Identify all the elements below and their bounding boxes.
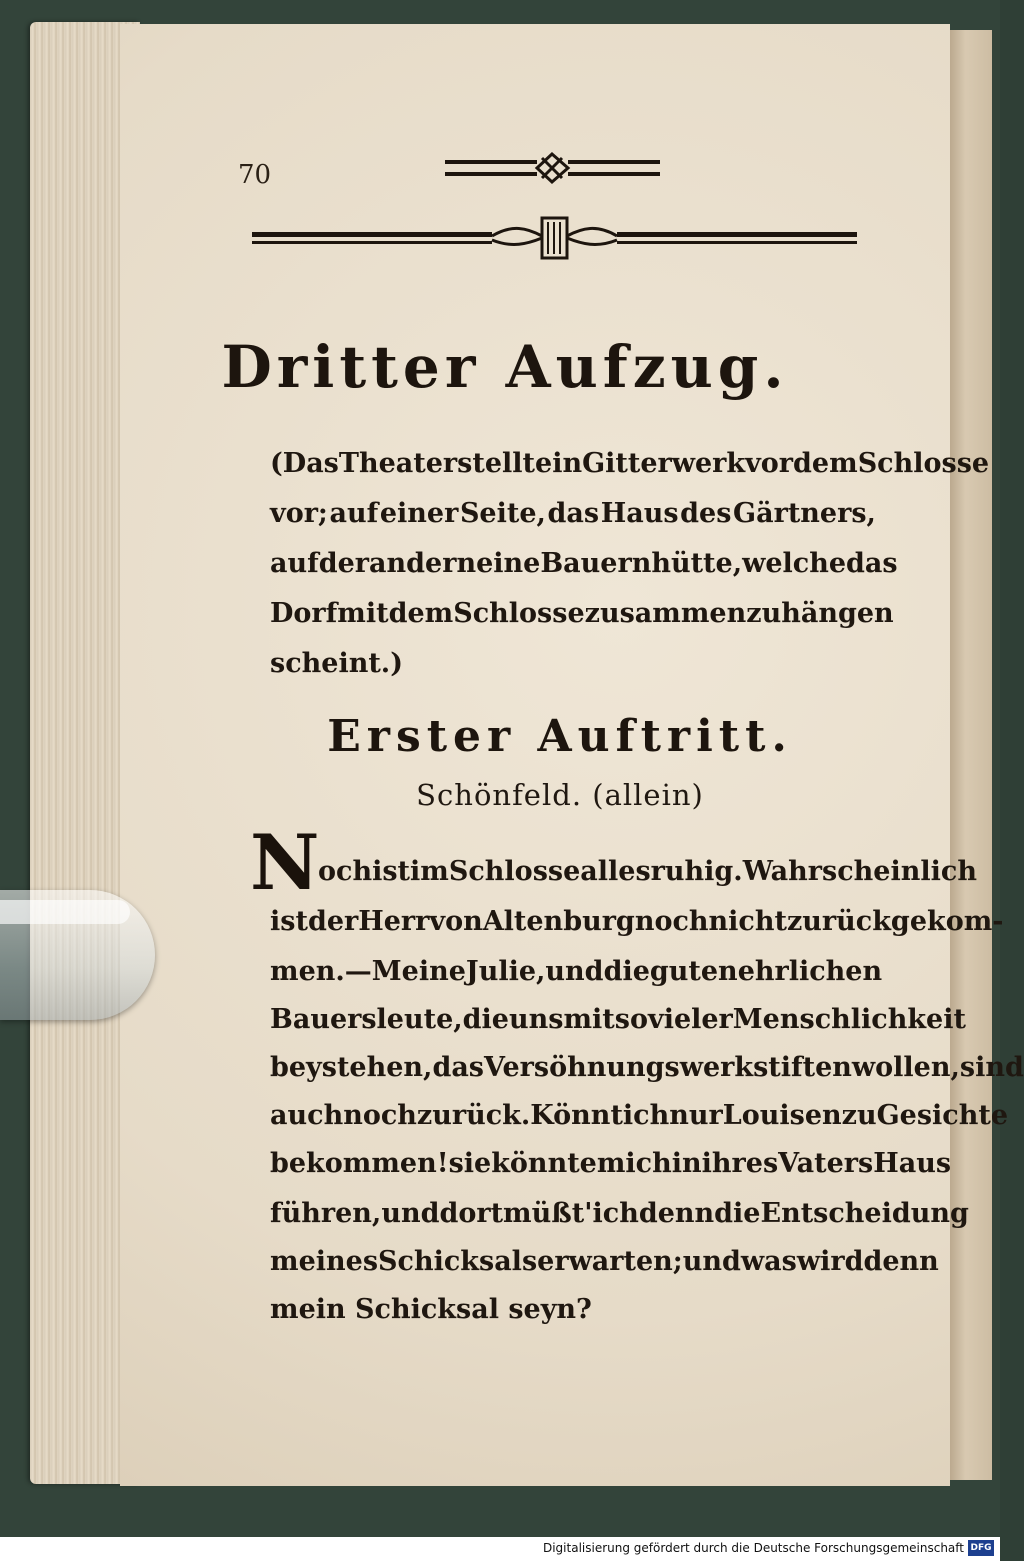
body-line: mein Schicksal seyn? <box>270 1294 592 1325</box>
body-line: Bauersleute, die uns mit so vieler Menschlichkeit <box>270 1004 966 1035</box>
page-number: 70 <box>238 160 272 190</box>
body-line: beystehen, das Versöhnungswerk stiften wollen, sind <box>270 1052 1024 1083</box>
body-line: och ist im Schlosse alles ruhig. Wahrscheinlich <box>318 856 977 887</box>
ornament-divider <box>252 214 857 262</box>
body-line: meines Schicksals erwarten; und was wird denn <box>270 1246 939 1277</box>
body-line: men. — Meine Julie, und die guten ehrlichen <box>270 956 883 987</box>
drop-cap: N <box>250 818 320 907</box>
body-line: bekommen! sie könnte mich in ihres Vaters Haus <box>270 1148 952 1179</box>
stage-direction-line: Dorf mit dem Schlosse zusammen zu hängen <box>270 598 894 629</box>
page-clip-highlight <box>0 900 130 924</box>
scene-title: Erster Auftritt. <box>327 711 793 762</box>
footer-credit: Digitalisierung gefördert durch die Deutsche Forschungsgemeinschaft <box>542 1541 964 1555</box>
body-line: ist der Herr von Altenburg noch nicht zurückgekom- <box>270 906 1004 937</box>
act-title: Dritter Aufzug. <box>221 333 789 401</box>
stage-direction-line: scheint.) <box>270 648 403 679</box>
dfg-logo: DFG <box>968 1540 994 1556</box>
stage-direction-line: auf der andern eine Bauernhütte, welche das <box>270 548 898 579</box>
ornament-top <box>445 152 660 186</box>
stage-direction-line: vor; auf einer Seite, das Haus des Gärtners, <box>270 498 876 529</box>
body-line: auch noch zurück. Könnt ich nur Louisen zu Gesichte <box>270 1100 1009 1131</box>
stage-direction-line: (Das Theater stellt ein Gitterwerk vor dem Schlosse <box>270 448 990 479</box>
speaker-name: Schönfeld. (allein) <box>416 778 704 812</box>
body-line: führen, und dort müßt' ich denn die Entscheidung <box>270 1198 969 1229</box>
